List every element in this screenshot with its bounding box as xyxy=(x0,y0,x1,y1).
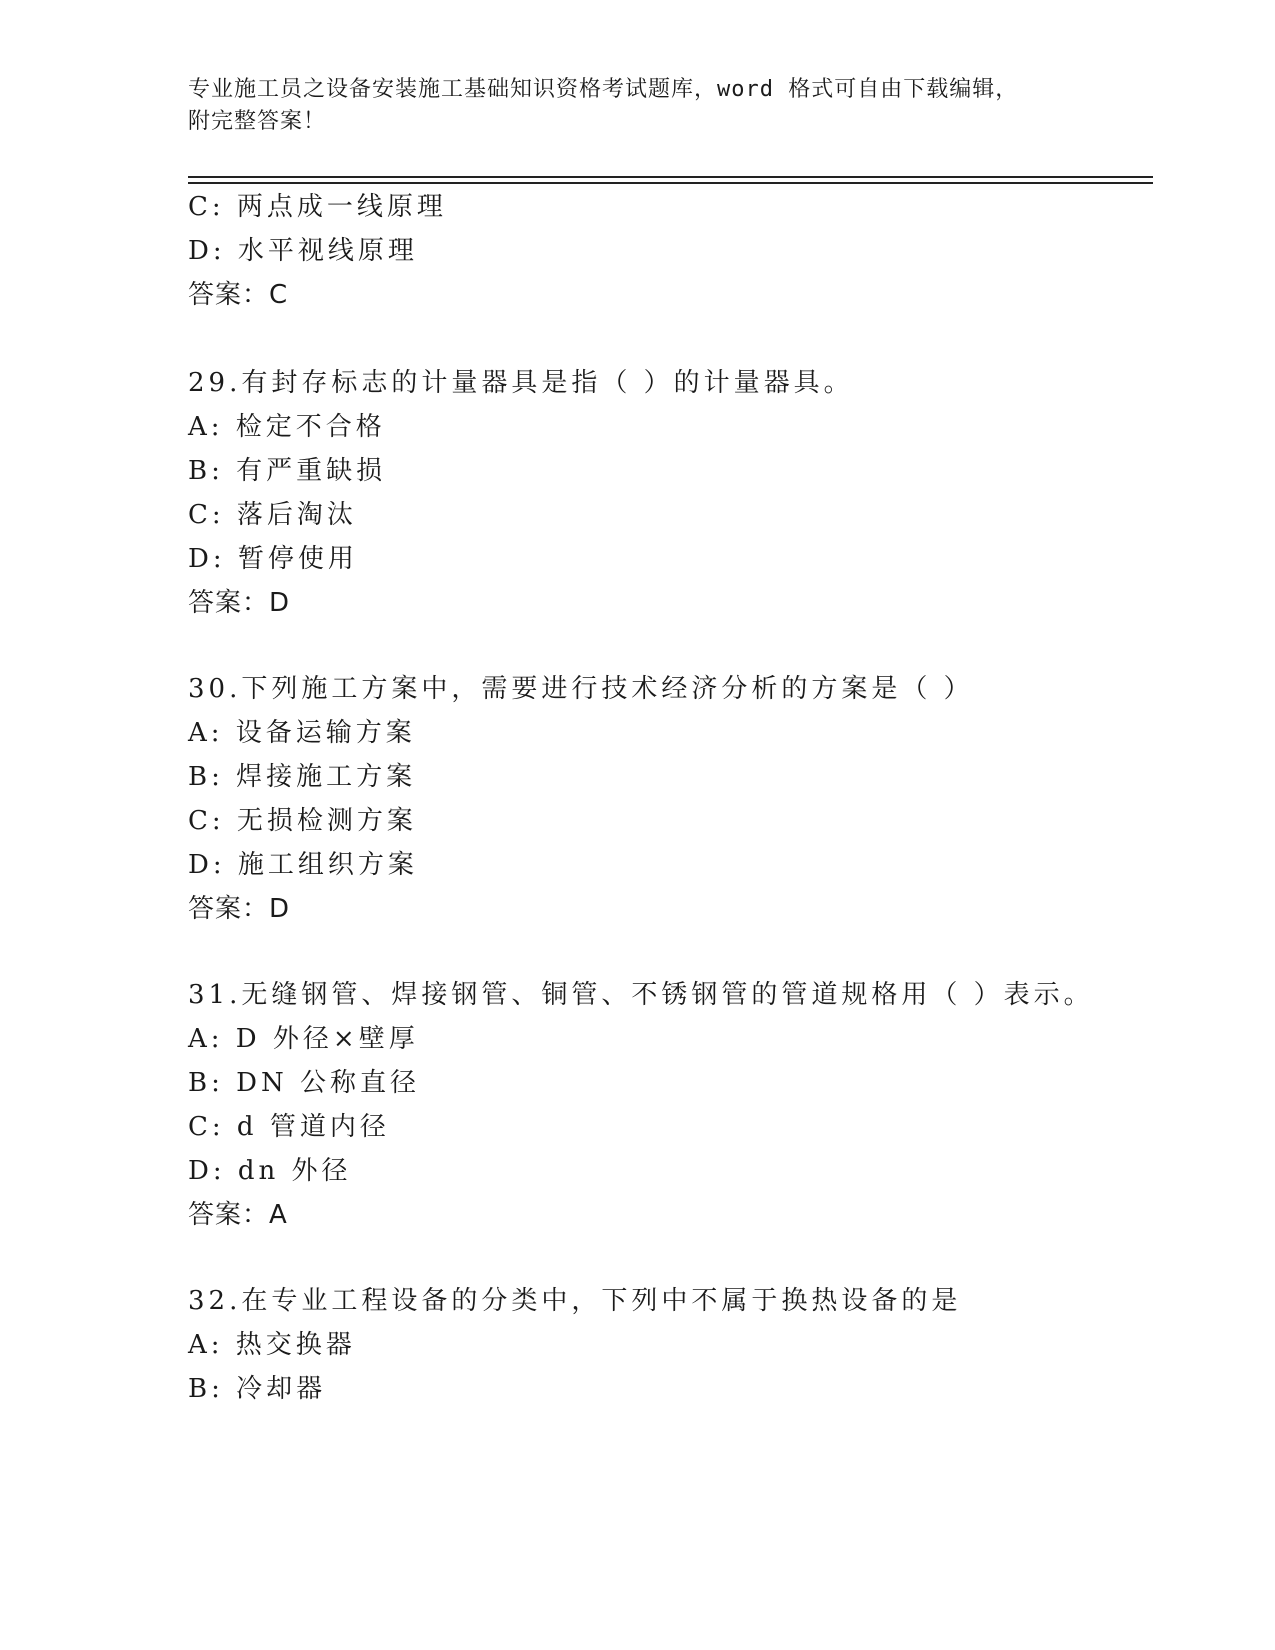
header-line-2: 附完整答案！ xyxy=(188,109,327,134)
option-b: B: DN 公称直径 xyxy=(188,1068,420,1098)
option-c: C: 两点成一线原理 xyxy=(188,192,447,222)
option-b: B: 冷却器 xyxy=(188,1374,327,1404)
answer-line: 答案：C xyxy=(188,280,289,310)
header-line-1: 专业施工员之设备安装施工基础知识资格考试题库，word 格式可自由下载编辑， xyxy=(188,77,1019,102)
document-header xyxy=(188,74,1068,138)
option-a: A: 热交换器 xyxy=(188,1330,356,1360)
option-a: A: 检定不合格 xyxy=(188,412,386,442)
header-divider-top xyxy=(188,176,1153,178)
question-stem: 32.在专业工程设备的分类中，下列中不属于换热设备的是 xyxy=(188,1286,962,1316)
question-stem: 31.无缝钢管、焊接钢管、铜管、不锈钢管的管道规格用（ ）表示。 xyxy=(188,980,1094,1010)
option-b: B: 焊接施工方案 xyxy=(188,762,417,792)
question-stem: 30.下列施工方案中，需要进行技术经济分析的方案是（ ） xyxy=(188,674,974,704)
option-b: B: 有严重缺损 xyxy=(188,456,387,486)
option-d: D: 暂停使用 xyxy=(188,544,358,574)
option-c: C: 无损检测方案 xyxy=(188,806,417,836)
option-c: C: 落后淘汰 xyxy=(188,500,357,530)
option-a: A: D 外径×壁厚 xyxy=(188,1024,419,1054)
answer-line: 答案：A xyxy=(188,1200,288,1230)
option-d: D: 施工组织方案 xyxy=(188,850,418,880)
option-c: C: d 管道内径 xyxy=(188,1112,390,1142)
question-stem: 29.有封存标志的计量器具是指（ ）的计量器具。 xyxy=(188,368,854,398)
option-a: A: 设备运输方案 xyxy=(188,718,416,748)
answer-line: 答案：D xyxy=(188,588,291,618)
header-divider-bottom xyxy=(188,182,1153,184)
option-d: D: 水平视线原理 xyxy=(188,236,418,266)
option-d: D: dn 外径 xyxy=(188,1156,352,1186)
answer-line: 答案：D xyxy=(188,894,291,924)
